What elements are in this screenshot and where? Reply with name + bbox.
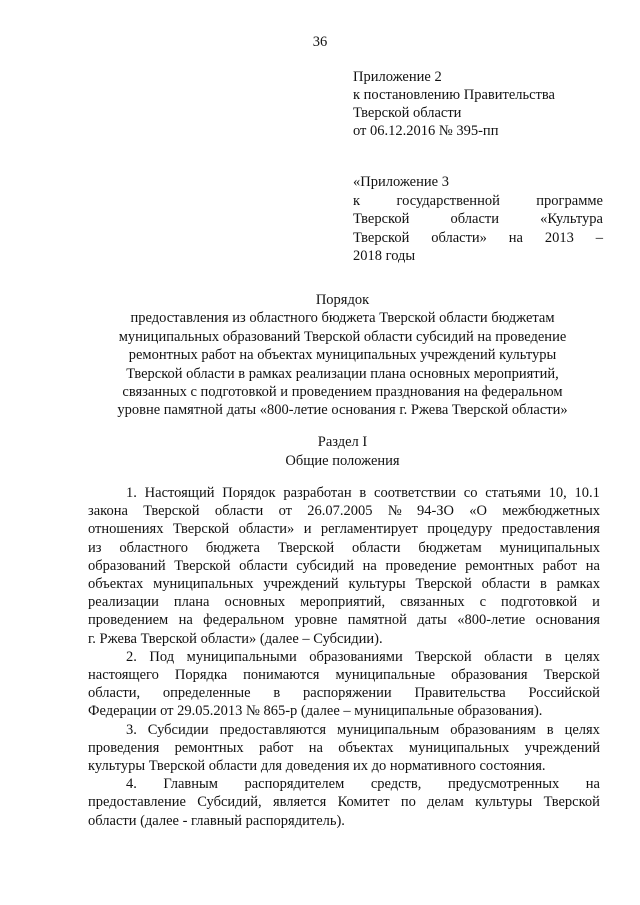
word: к: [353, 192, 361, 209]
body-line: [88, 502, 600, 520]
word: понимаются: [243, 667, 320, 684]
attachment-3-line: [353, 210, 603, 229]
word: бюджета: [205, 539, 260, 556]
word: области,: [88, 685, 141, 702]
word: Настоящий: [144, 485, 215, 501]
word: реализации: [88, 594, 159, 611]
word: со: [463, 485, 478, 501]
word: рамках: [556, 576, 600, 593]
body-line: [88, 484, 600, 502]
word: 2.: [126, 648, 137, 665]
word: в: [545, 648, 553, 665]
word: на: [585, 776, 600, 793]
word: на: [585, 557, 600, 574]
word: объектах: [338, 739, 394, 756]
word: субсидий: [296, 557, 355, 574]
word: Главным: [163, 776, 218, 793]
word: распоряжении: [303, 685, 392, 702]
word: разработан: [283, 485, 352, 501]
word: плана: [173, 594, 210, 611]
word: образованиями: [309, 648, 403, 665]
attachment-3-header: [353, 173, 603, 266]
word: «О: [469, 503, 488, 520]
word: памятной: [347, 612, 407, 629]
body-line: [88, 520, 600, 538]
word: даты: [417, 612, 447, 629]
word: на: [362, 557, 377, 574]
word: Порядок: [222, 485, 276, 501]
word: области: [484, 648, 533, 665]
word: «Культура: [540, 211, 603, 227]
body-line: [88, 793, 600, 811]
body-line: [88, 575, 600, 593]
word: объектах: [88, 576, 144, 593]
word: 1.: [126, 485, 137, 501]
word: муниципальных: [499, 539, 600, 556]
word: отношениях: [88, 521, 164, 538]
attachment-2-line: от 06.12.2016 № 395-пп: [353, 123, 499, 139]
body-line: [88, 721, 600, 739]
title-line: Тверской области в рамках реализации плана основных мероприятий,: [126, 365, 559, 382]
attachment-3-line: [353, 229, 603, 248]
word: является: [272, 794, 327, 811]
word: культуры: [475, 794, 533, 811]
title-heading: Порядок: [315, 292, 370, 308]
word: работ: [542, 557, 578, 574]
attachment-2-line: Тверской области: [353, 105, 462, 121]
word: предоставление: [88, 794, 186, 811]
word: на: [178, 612, 193, 629]
word: Тверской: [353, 211, 410, 227]
word: 26.07.2005: [307, 503, 373, 520]
word: основных: [224, 594, 286, 611]
word: проведения: [88, 739, 160, 756]
attachment-2-header: [353, 68, 603, 140]
word: средств,: [370, 776, 422, 793]
word: на: [508, 229, 523, 246]
word: 4.: [126, 776, 137, 793]
body-line: культуры Тверской области для доведения их до нормативного состояния.: [88, 758, 546, 775]
attachment-3-line: [353, 192, 603, 211]
word: Тверской: [174, 557, 231, 574]
word: проведением: [88, 612, 169, 629]
word: настоящего: [88, 667, 159, 684]
word: области: [352, 539, 401, 556]
word: и: [303, 521, 312, 538]
body-line: [88, 666, 600, 684]
section-heading: [70, 433, 615, 471]
word: Тверской: [543, 794, 600, 811]
word: от: [278, 503, 292, 520]
word: целях: [564, 721, 600, 738]
body-text: [88, 484, 600, 830]
word: соответствии: [374, 485, 456, 501]
body-line: г. Ржева Тверской области» (далее – Субсидии).: [88, 630, 383, 647]
word: регламентирует: [320, 521, 418, 538]
word: предусмотренных: [447, 776, 560, 793]
word: образования: [451, 667, 528, 684]
word: Тверской: [277, 539, 335, 556]
word: области: [239, 557, 288, 574]
title-line: связанных с подготовкой и проведением празднования на федеральном: [122, 384, 563, 401]
word: –: [595, 229, 603, 246]
word: 10,: [548, 485, 567, 501]
word: делам: [427, 794, 464, 811]
body-line: [88, 739, 600, 757]
word: муниципальными: [186, 648, 297, 665]
word: 10.1: [574, 485, 600, 501]
word: федеральном: [203, 612, 285, 629]
word: Комитет: [337, 794, 390, 811]
word: распорядителем: [244, 776, 345, 793]
word: Под: [149, 648, 175, 665]
word: работ: [258, 739, 294, 756]
word: процедуру: [427, 521, 493, 538]
attachment-3-line: 2018 годы: [353, 248, 416, 264]
word: предоставляются: [219, 721, 327, 738]
body-line: Федерации от 29.05.2013 № 865-р (далее – муниципальные образования).: [88, 703, 543, 720]
word: межбюджетных: [502, 503, 600, 520]
word: Тверской: [353, 229, 410, 246]
title-line: муниципальных образований Тверской области субсидий на проведение: [118, 328, 567, 345]
word: бюджетам: [418, 539, 482, 556]
word: подготовкой: [501, 594, 578, 611]
word: Тверской: [415, 648, 472, 665]
title-line: ремонтных работ на объектах муниципальных учреждений культуры: [128, 347, 557, 364]
word: Тверской: [172, 521, 230, 538]
word: Тверской: [415, 576, 472, 593]
word: Правительства: [414, 685, 506, 702]
word: Российской: [528, 685, 600, 702]
word: области: [450, 211, 499, 227]
section-number: Раздел I: [317, 434, 368, 450]
word: закона: [88, 503, 128, 520]
document-title: [70, 291, 615, 420]
word: целях: [564, 648, 600, 665]
word: учреждений: [263, 576, 339, 593]
word: муниципальных: [153, 576, 254, 593]
word: основания: [535, 612, 600, 629]
word: по: [400, 794, 416, 811]
attachment-3-line: «Приложение 3: [353, 174, 449, 190]
word: Тверской: [143, 503, 200, 520]
word: муниципальных: [408, 739, 510, 756]
word: в: [273, 685, 281, 702]
body-line: [88, 775, 600, 793]
word: связанных: [400, 594, 465, 611]
word: 3.: [126, 721, 137, 738]
word: в: [359, 485, 367, 501]
body-line: [88, 611, 600, 629]
word: образованиям: [450, 721, 536, 738]
attachment-2-line: к постановлению Правительства: [353, 87, 555, 103]
word: в: [546, 721, 554, 738]
word: «800-летие: [457, 612, 526, 629]
word: Субсидий,: [197, 794, 262, 811]
word: Порядка: [174, 667, 228, 684]
body-line: [88, 684, 600, 702]
section-name: Общие положения: [285, 453, 400, 469]
word: ремонтных: [174, 739, 244, 756]
word: проведение: [385, 557, 457, 574]
attachment-2-line: Приложение 2: [353, 69, 442, 85]
word: Тверской: [543, 667, 600, 684]
body-line: [88, 539, 600, 557]
word: области: [481, 576, 531, 593]
word: образований: [88, 557, 166, 574]
body-line: [88, 593, 600, 611]
word: уровне: [294, 612, 338, 629]
body-line: [88, 648, 600, 666]
word: областного: [119, 539, 188, 556]
word: области: [214, 503, 264, 520]
word: 2013: [544, 229, 574, 246]
word: в: [539, 576, 547, 593]
word: с: [479, 594, 487, 611]
word: муниципальные: [335, 667, 436, 684]
word: программе: [536, 192, 603, 209]
word: и: [592, 594, 600, 611]
body-line: [88, 557, 600, 575]
word: муниципальным: [336, 721, 440, 738]
word: ремонтных: [465, 557, 535, 574]
word: государственной: [396, 192, 500, 209]
word: определенные: [162, 685, 251, 702]
word: учреждений: [524, 739, 600, 756]
word: из: [88, 539, 102, 556]
body-line: области (далее - главный распорядитель).: [88, 812, 345, 829]
word: на: [308, 739, 323, 756]
title-line: уровне памятной даты «800-летие основания г. Ржева Тверской области»: [117, 402, 568, 419]
word: №: [387, 503, 402, 520]
word: 94-ЗО: [416, 503, 455, 520]
word: культуры: [348, 576, 406, 593]
page-number: 36: [312, 34, 328, 50]
word: области»: [238, 521, 295, 538]
word: Субсидии: [147, 721, 209, 738]
word: мероприятий,: [300, 594, 386, 611]
word: статьями: [485, 485, 541, 501]
word: области»: [431, 229, 487, 246]
title-line: предоставления из областного бюджета Тверской области бюджетам: [130, 310, 555, 327]
word: предоставления: [501, 521, 600, 538]
